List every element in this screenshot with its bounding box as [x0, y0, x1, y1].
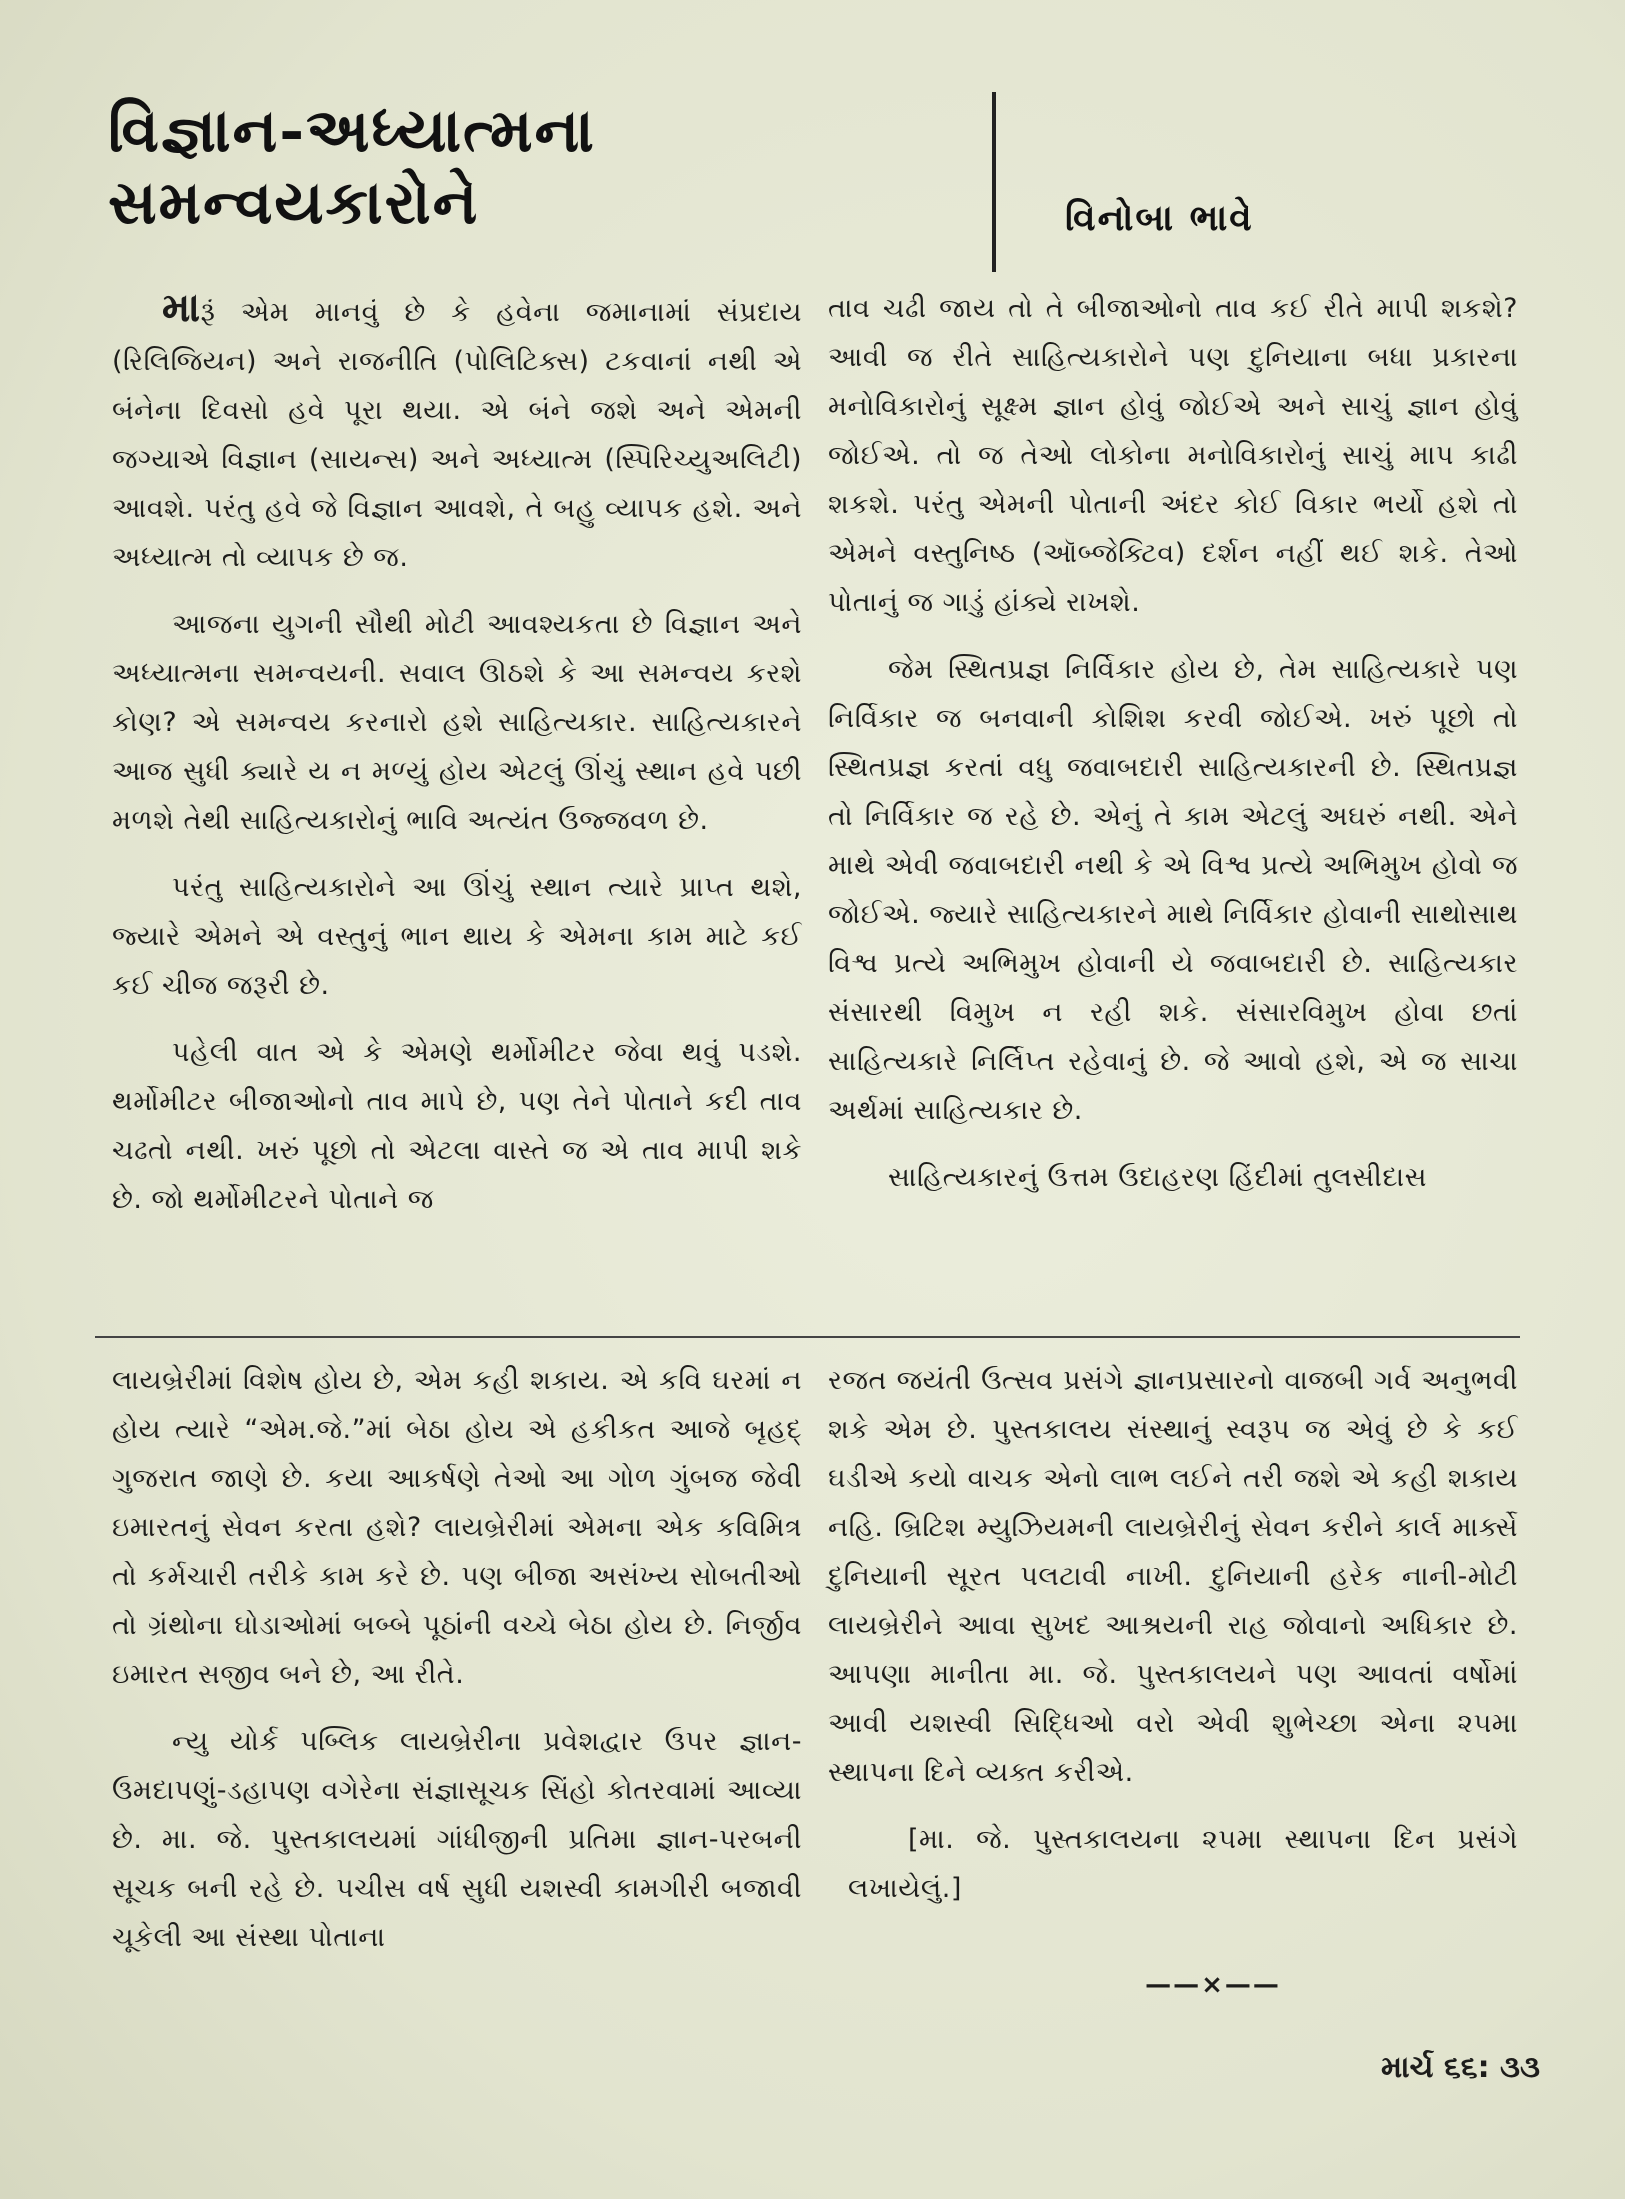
drop-cap: મા	[162, 285, 201, 331]
end-mark: ——×——	[1145, 1970, 1281, 2000]
paragraph: ન્યુ યોર્ક પબ્લિક લાયબ્રેરીના પ્રવેશદ્વાર ઉપર જ્ઞાન-ઉમદાપણું-ડહાપણ વગેરેના સંજ્ઞાસૂચક સિંહો કોતરવામાં આવ્યા છે. મા. જે. પુસ્તકાલયમાં ગાંધીજીની પ્રતિમા જ્ઞાન-પરબની સૂચક બની રહે છે. પચીસ વર્ષ સુધી યશસ્વી કામગીરી બજાવી ચૂકેલી આ સંસ્થા પોતાના	[112, 1726, 802, 1953]
section-divider	[95, 1336, 1520, 1338]
paragraph: તાવ ચઢી જાય તો તે બીજાઓનો તાવ કઈ રીતે માપી શકશે? આવી જ રીતે સાહિત્યકારોને પણ દુનિયાના બધા પ્રકારના મનોવિકારોનું સૂક્ષ્મ જ્ઞાન હોવું જોઈએ અને સાચું જ્ઞાન હોવું જોઈએ. તો જ તેઓ લોકોના મનોવિકારોનું સાચું માપ કાઢી શકશે. પરંતુ એમની પોતાની અંદર કોઈ વિકાર ભર્યો હશે તો એમને વસ્તુનિષ્ઠ (ઑબ્જેક્ટિવ) દર્શન નહીં થઈ શકે. તેઓ પોતાનું જ ગાડું હાંક્યે રાખશે.	[828, 293, 1518, 618]
paragraph: રજત જયંતી ઉત્સવ પ્રસંગે જ્ઞાનપ્રસારનો વાજબી ગર્વ અનુભવી શકે એમ છે. પુસ્તકાલય સંસ્થાનું સ્વરૂપ જ એવું છે કે કઈ ઘડીએ કયો વાચક એનો લાભ લઈને તરી જશે એ કહી શકાય નહિ. બ્રિટિશ મ્યુઝિયમની લાયબ્રેરીનું સેવન કરીને કાર્લ માર્ક્સે દુનિયાની સૂરત પલટાવી નાખી. દુનિયાની હરેક નાની-મોટી લાયબ્રેરીને આવા સુખદ આશ્રયની રાહ જોવાનો અધિકાર છે. આપણા માનીતા મા. જે. પુસ્તકાલયને પણ આવતાં વર્ષોમાં આવી યશસ્વી સિદ્ધિઓ વરો એવી શુભેચ્છા એના ૨૫મા સ્થાપના દિને વ્યક્ત કરીએ.	[828, 1365, 1518, 1788]
article-title: વિજ્ઞાન-અધ્યાત્મના સમન્વયકારોને	[108, 96, 596, 238]
paragraph: પરંતુ સાહિત્યકારોને આ ઊંચું સ્થાન ત્યારે પ્રાપ્ત થશે, જ્યારે એમને એ વસ્તુનું ભાન થાય કે એમના કામ માટે કઈ કઈ ચીજ જરૂરી છે.	[112, 872, 802, 1001]
paragraph: પહેલી વાત એ કે એમણે થર્મોમીટર જેવા થવું પડશે. થર્મોમીટર બીજાઓનો તાવ માપે છે, પણ તેને પોતાને કદી તાવ ચઢતો નથી. ખરું પૂછો તો એટલા વાસ્તે જ એ તાવ માપી શકે છે. જો થર્મોમીટરને પોતાને જ	[112, 1037, 802, 1215]
paragraph: લાયબ્રેરીમાં વિશેષ હોય છે, એમ કહી શકાય. એ કવિ ઘરમાં ન હોય ત્યારે “એમ.જે.”માં બેઠા હોય એ હકીકત આજે બૃહદ્ ગુજરાત જાણે છે. કયા આકર્ષણે તેઓ આ ગોળ ગુંબજ જેવી ઇમારતનું સેવન કરતા હશે? લાયબ્રેરીમાં એમના એક કવિમિત્ર તો કર્મચારી તરીકે કામ કરે છે. પણ બીજા અસંખ્ય સોબતીઓ તો ગ્રંથોના ઘોડાઓમાં બબ્બે પૂઠાંની વચ્ચે બેઠા હોય છે. નિર્જીવ ઇમારત સજીવ બને છે, આ રીતે.	[112, 1365, 802, 1690]
closing-note: [મા. જે. પુસ્તકાલયના ૨૫મા સ્થાપના દિન પ્રસંગે લખાયેલું.]	[848, 1824, 1518, 1904]
paragraph	[112, 284, 802, 582]
article-author: વિનોબા ભાવે	[1065, 198, 1254, 239]
title-divider	[992, 92, 996, 272]
paragraph: જેમ સ્થિતપ્રજ્ઞ નિર્વિકાર હોય છે, તેમ સાહિત્યકારે પણ નિર્વિકાર જ બનવાની કોશિશ કરવી જોઈએ. ખરું પૂછો તો સ્થિતપ્રજ્ઞ કરતાં વધુ જવાબદારી સાહિત્યકારની છે. સ્થિતપ્રજ્ઞ તો નિર્વિકાર જ રહે છે. એનું તે કામ એટલું અઘરું નથી. એને માથે એવી જવાબદારી નથી કે એ વિશ્વ પ્રત્યે અભિમુખ હોવો જ જોઈએ. જ્યારે સાહિત્યકારને માથે નિર્વિકાર હોવાની સાથોસાથ વિશ્વ પ્રત્યે અભિમુખ હોવાની યે જવાબદારી છે. સાહિત્યકાર સંસારથી વિમુખ ન રહી શકે. સંસારવિમુખ હોવા છતાં સાહિત્યકારે નિર્લિપ્ત રહેવાનું છે. જે આવો હશે, એ જ સાચા અર્થમાં સાહિત્યકાર છે.	[828, 654, 1518, 1126]
paragraph: આજના યુગની સૌથી મોટી આવશ્યકતા છે વિજ્ઞાન અને અધ્યાત્મના સમન્વયની. સવાલ ઊઠશે કે આ સમન્વય કરશે કોણ? એ સમન્વય કરનારો હશે સાહિત્યકાર. સાહિત્યકારને આજ સુધી ક્યારે ય ન મળ્યું હોય એટલું ઊંચું સ્થાન હવે પછી મળશે તેથી સાહિત્યકારોનું ભાવિ અત્યંત ઉજ્જવળ છે.	[112, 609, 802, 836]
page-folio: માર્ચ ૬૬: ૩૩	[1381, 2050, 1540, 2085]
column-bottom-left	[112, 1356, 802, 1980]
column-top-right	[828, 284, 1518, 1220]
column-bottom-right	[828, 1356, 1518, 1931]
column-top-left	[112, 284, 802, 1242]
paragraph: સાહિત્યકારનું ઉત્તમ ઉદાહરણ હિંદીમાં તુલસીદાસ	[888, 1162, 1427, 1193]
paragraph-text: રૂં એમ માનવું છે કે હવેના જમાનામાં સંપ્રદાય (રિલિજિયન) અને રાજનીતિ (પોલિટિક્સ) ટકવાનાં નથી એ બંનેના દિવસો હવે પૂરા થયા. એ બંને જશે અને એમની જગ્યાએ વિજ્ઞાન (સાયન્સ) અને અધ્યાત્મ (સ્પિરિચ્યુઅલિટી) આવશે. પરંતુ હવે જે વિજ્ઞાન આવશે, તે બહુ વ્યાપક હશે. અને અધ્યાત્મ તો વ્યાપક છે જ.	[112, 297, 802, 573]
